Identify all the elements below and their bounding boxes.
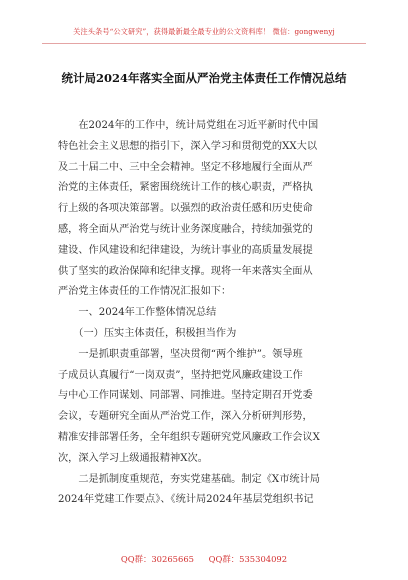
body-line: 会议，专题研究全面从严治党工作，深入分析研判形势， <box>58 411 313 423</box>
document-body <box>58 116 350 511</box>
body-line: 建设、作风建设和纪律建设，为统计事业的高质量发展提 <box>58 244 313 256</box>
body-line: 2024年党建工作要点》、《统计局2024年基层党组织书记 <box>58 494 314 506</box>
body-line: 一是抓职责重部署，坚决贯彻“两个维护”。领导班 <box>58 348 303 360</box>
body-line: 次，深入学习上级通报精神X次。 <box>58 452 208 464</box>
body-line: 及二十届二中、三中全会精神。坚定不移地履行全面从严 <box>58 161 313 173</box>
body-line: 与中心工作同谋划、同部署、同推进。坚持定期召开党委 <box>58 390 313 402</box>
header-divider <box>42 43 366 44</box>
body-line: 感，将全面从严治党与统计业务深度融合，持续加强党的 <box>58 223 313 235</box>
footer-contact <box>0 553 408 565</box>
body-line: 严治党主体责任的工作情况汇报如下： <box>58 286 232 298</box>
body-line: 精准安排部署任务，全年组织专题研究党风廉政工作会议X <box>58 431 320 443</box>
subsection-heading: （一）压实主体责任，积极担当作为 <box>58 327 237 339</box>
body-line: 行上级的各项决策部署。以强烈的政治责任感和历史使命 <box>58 203 313 215</box>
body-line: 治党的主体责任，紧密围绕统计工作的核心职责，严格执 <box>58 182 313 194</box>
footer-qq-group-2: QQ群：535304092 <box>208 554 288 564</box>
body-line: 特色社会主义思想的指引下，深入学习和贯彻党的XX大以 <box>58 140 318 152</box>
section-heading: 一、2024年工作整体情况总结 <box>58 307 217 319</box>
body-line: 二是抓制度重规范，夯实党建基础。制定《X市统计局 <box>58 473 320 485</box>
body-line: 在2024年的工作中，统计局党组在习近平新时代中国 <box>58 120 319 131</box>
footer-qq-group-1: QQ群：30265665 <box>120 554 194 564</box>
body-line: 供了坚实的政治保障和纪律支撑。现将一年来落实全面从 <box>58 265 313 277</box>
document-title: 统计局2024年落实全面从严治党主体责任工作情况总结 <box>61 71 347 85</box>
header-banner: 关注头条号“公文研究”，获得最新最全最专业的公文资料库！ 微信：gongwenyj <box>73 27 335 36</box>
body-line: 子成员认真履行“一岗双责”，坚持把党风廉政建设工作 <box>58 369 303 381</box>
